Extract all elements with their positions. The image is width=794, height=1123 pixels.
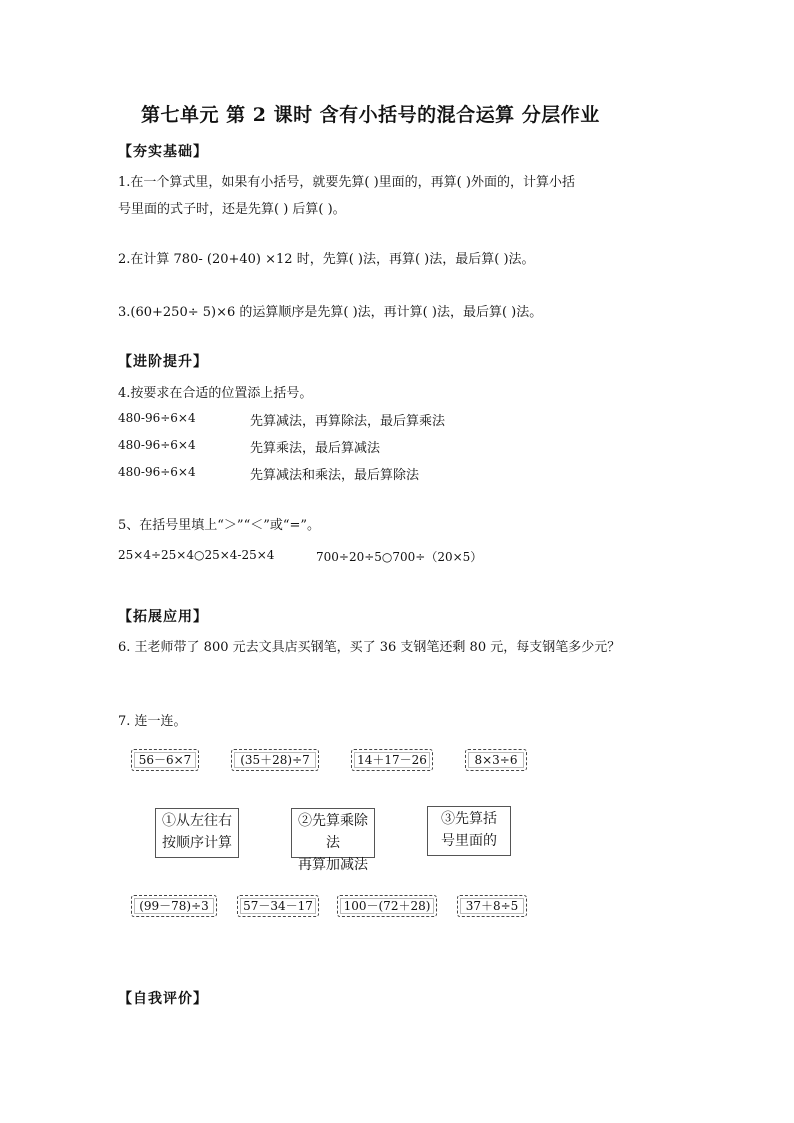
q7-method-2-line-2: 再算加减法: [298, 857, 368, 873]
q7-method-1[interactable]: [155, 808, 239, 858]
q7-method-3[interactable]: [427, 806, 511, 856]
q7-bottom-expr-3[interactable]: 100－(72＋28): [337, 895, 437, 917]
question-4-expr-3: 480-96÷6×4: [118, 465, 196, 479]
question-6: 6. 王老师带了 800 元去文具店买钢笔，买了 36 支钢笔还剩 80 元，每支钢笔多少元？: [118, 640, 621, 655]
question-5-left-expr: 25×4÷25×4○25×4-25×4: [118, 548, 275, 562]
q7-bottom-expr-1[interactable]: (99－78)÷3: [131, 895, 217, 917]
q7-method-1-line-1: ①从左往右: [162, 813, 232, 829]
q7-bottom-expr-4[interactable]: 37＋8÷5: [457, 895, 527, 917]
question-5-prompt: 5、在括号里填上“＞”“＜”或“=”。: [118, 518, 321, 533]
question-7-prompt: 7. 连一连。: [118, 714, 187, 729]
question-1-line-2: 号里面的式子时，还是先算( ) 后算( )。: [118, 202, 346, 217]
question-1-line-1: 1.在一个算式里，如果有小括号，就要先算( )里面的，再算( )外面的，计算小括: [118, 175, 575, 190]
question-3: 3.(60+250÷ 5)×6 的运算顺序是先算( )法，再计算( )法，最后算( )法。: [118, 305, 543, 320]
question-4-req-1: 先算减法，再算除法，最后算乘法: [250, 414, 446, 429]
q7-method-3-line-2: 号里面的: [441, 833, 497, 849]
q7-top-expr-1[interactable]: 56－6×7: [131, 749, 199, 771]
section-self-eval-heading: 【自我评价】: [118, 991, 208, 1007]
question-4-prompt: 4.按要求在合适的位置添上括号。: [118, 386, 313, 401]
q7-top-expr-3[interactable]: 14＋17－26: [351, 749, 433, 771]
q7-method-3-line-1: ③先算括: [441, 811, 497, 827]
question-4-req-3: 先算减法和乘法，最后算除法: [250, 468, 420, 483]
question-4-expr-1: 480-96÷6×4: [118, 411, 196, 425]
question-4-expr-2: 480-96÷6×4: [118, 438, 196, 452]
question-5-right-expr: 700÷20÷5○700÷（20×5）: [316, 550, 483, 564]
section-extend-heading: 【拓展应用】: [118, 609, 208, 625]
q7-top-expr-2[interactable]: (35＋28)÷7: [231, 749, 319, 771]
section-basic-heading: 【夯实基础】: [118, 144, 208, 160]
q7-top-expr-4[interactable]: 8×3÷6: [465, 749, 527, 771]
q7-method-2[interactable]: [291, 808, 375, 873]
section-advance-heading: 【进阶提升】: [118, 354, 208, 370]
q7-method-1-line-2: 按顺序计算: [162, 835, 232, 851]
question-4-req-2: 先算乘法，最后算减法: [250, 441, 381, 456]
q7-method-2-line-1: ②先算乘除法: [298, 813, 368, 851]
q7-bottom-expr-2[interactable]: 57－34－17: [237, 895, 319, 917]
page-title: 第七单元 第 2 课时 含有小括号的混合运算 分层作业: [141, 104, 600, 126]
question-2: 2.在计算 780- (20+40) ×12 时，先算( )法，再算( )法，最后算( )法。: [118, 252, 535, 267]
